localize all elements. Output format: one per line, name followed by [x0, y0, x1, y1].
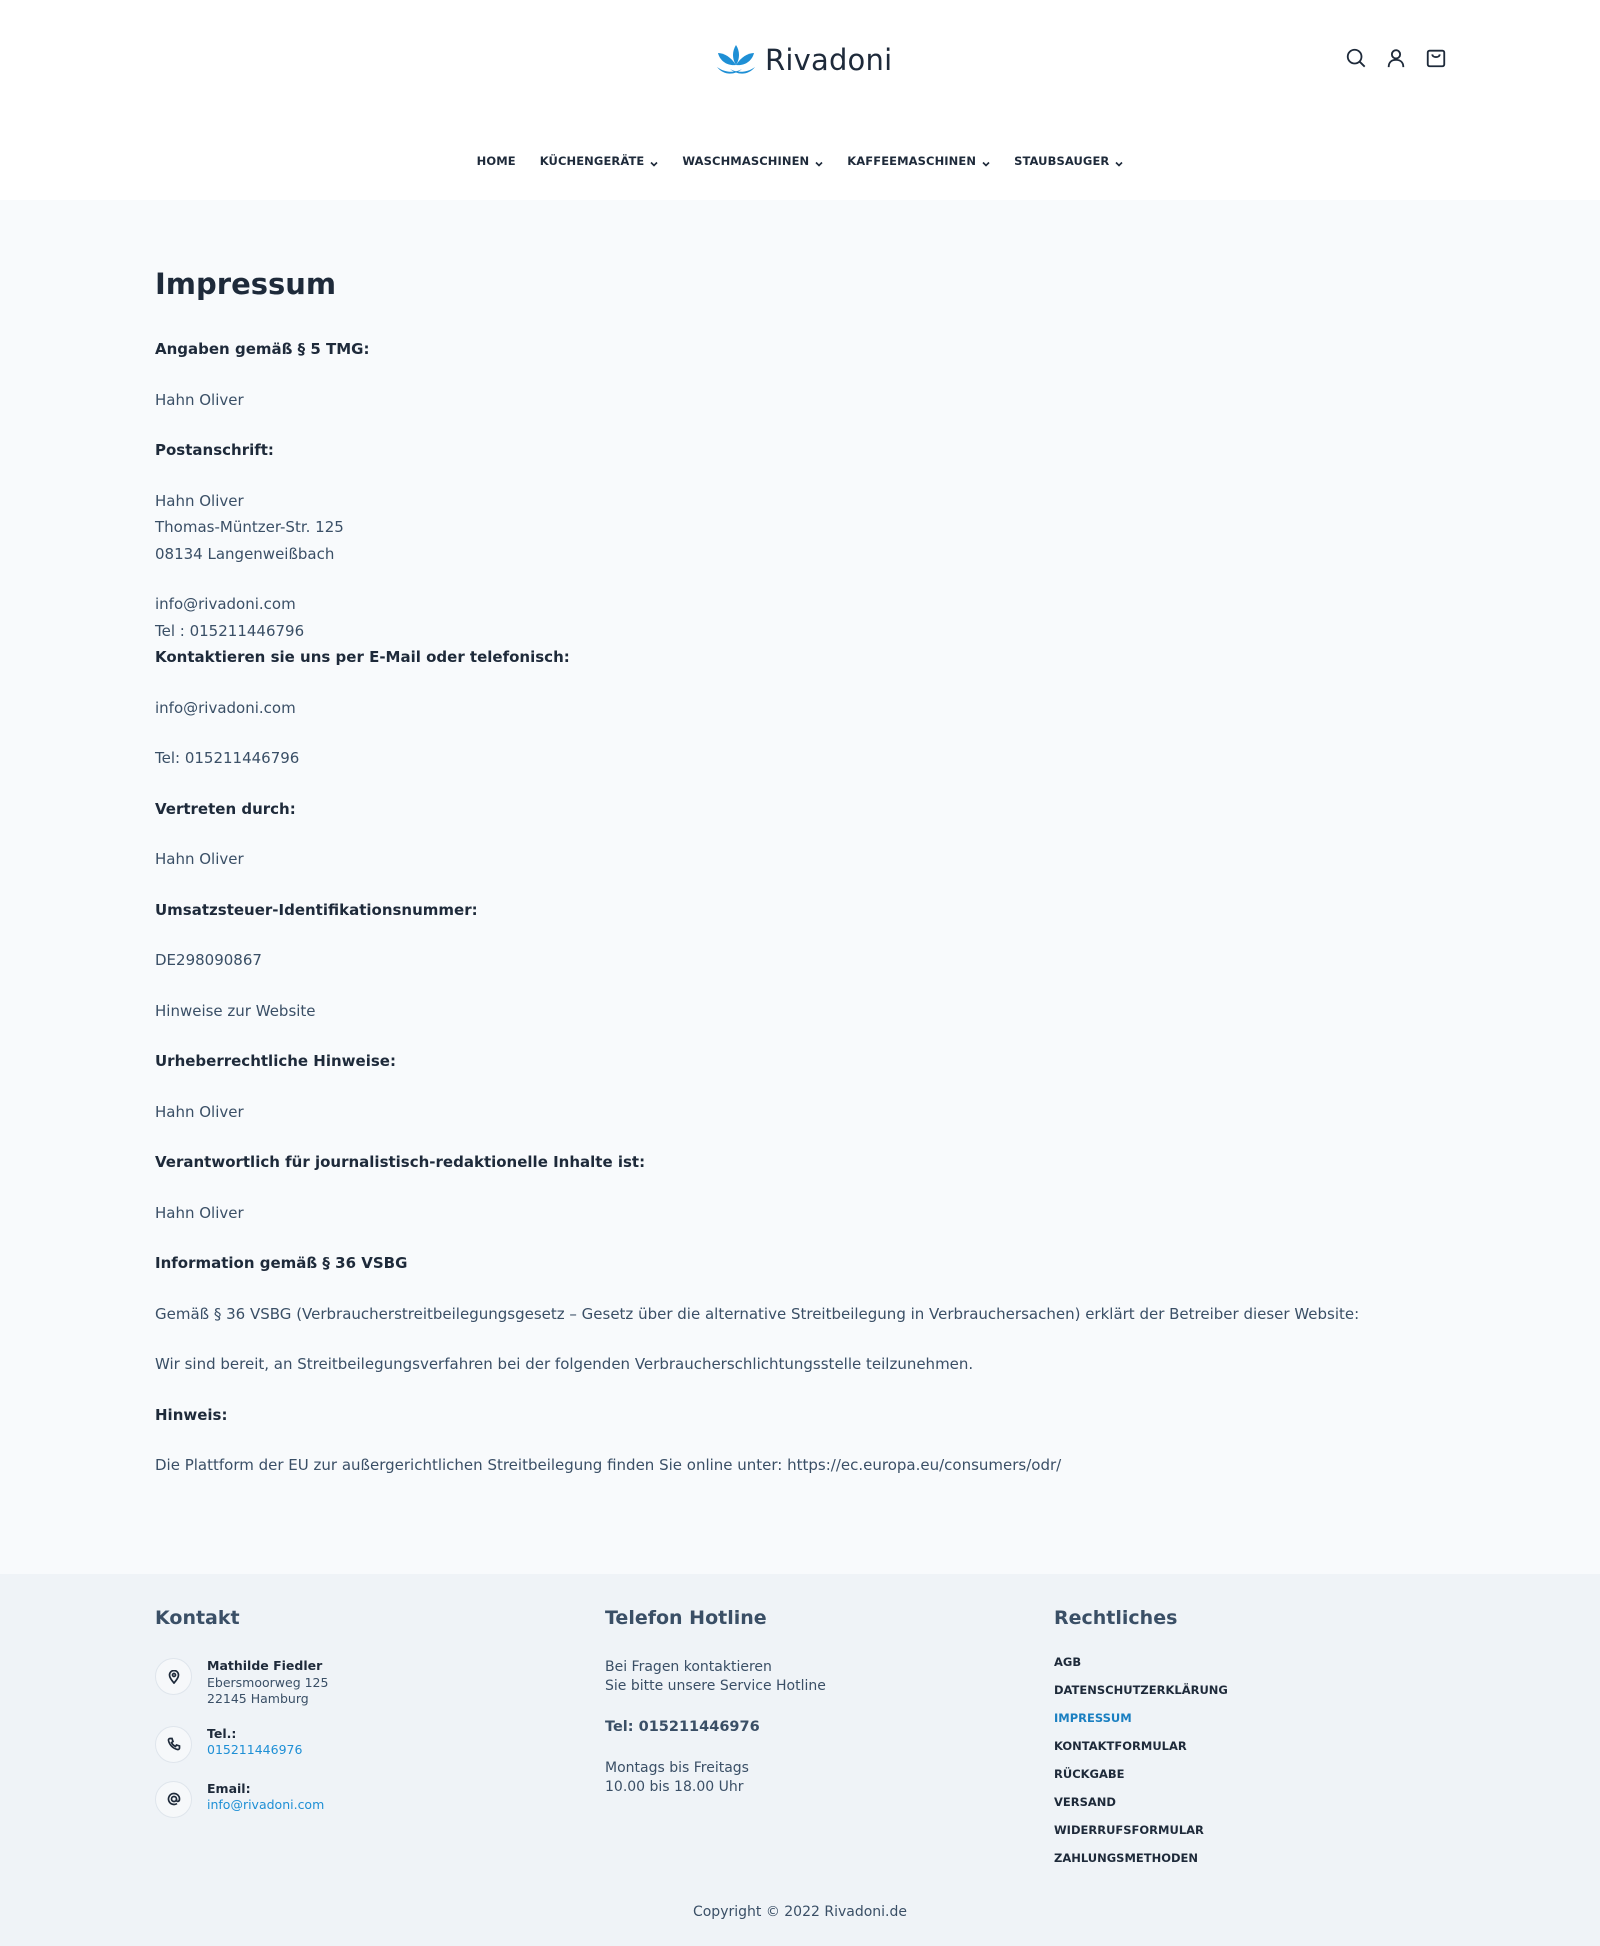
hotline-hours: 10.00 bis 18.00 Uhr [605, 1779, 744, 1795]
hotline-line1: Bei Fragen kontaktieren [605, 1659, 772, 1675]
impressum-article [155, 264, 1455, 1479]
site-header [0, 0, 1600, 200]
main-content [0, 200, 1600, 1574]
kontakt-heading: Kontaktieren sie uns per E-Mail oder telefonisch: [155, 648, 570, 666]
nav-item-waschmaschinen[interactable]: WASCHMASCHINEN [670, 148, 835, 174]
vsbg-text: Gemäß § 36 VSBG (Verbraucherstreitbeilegungsgesetz – Gesetz über die alternative Streitbeilegung in Verbrauchersachen) erklärt der Betreiber dieser Website: [155, 1304, 1360, 1323]
page-title: Impressum [155, 267, 337, 301]
user-icon[interactable] [1384, 46, 1408, 70]
phone-icon [155, 1726, 192, 1763]
copyright: Copyright © 2022 Rivadoni.de [692, 1904, 908, 1920]
footer-hotline-title: Telefon Hotline [605, 1607, 767, 1629]
tmg-name: Hahn Oliver [155, 390, 244, 409]
legal-link-agb[interactable]: AGB [1054, 1655, 1082, 1669]
hinweise-website: Hinweise zur Website [155, 1001, 316, 1020]
footer-hotline [605, 1604, 1005, 1797]
post-street: Thomas-Müntzer-Str. 125 [155, 518, 344, 536]
chevron-down-icon [650, 157, 658, 165]
kontakt-tel: Tel: 015211446796 [155, 749, 300, 767]
tel-link[interactable]: 015211446976 [207, 1742, 303, 1757]
verantwortlich-heading: Verantwortlich für journalistisch-redaktionelle Inhalte ist: [155, 1153, 646, 1171]
address-city: 22145 Hamburg [207, 1691, 309, 1706]
email-label: Email: [207, 1780, 251, 1796]
address-row [155, 1658, 555, 1708]
vertreten-heading: Vertreten durch: [155, 799, 296, 818]
nav-item-staubsauger[interactable]: STAUBSAUGER [1002, 148, 1135, 174]
lotus-logo-icon [715, 43, 757, 77]
legal-link-rueckgabe[interactable]: RÜCKGABE [1054, 1767, 1125, 1781]
vsbg-heading: Information gemäß § 36 VSBG [155, 1254, 408, 1272]
nav-item-kuechengeraete[interactable]: KÜCHENGERÄTE [528, 148, 671, 174]
footer-kontakt-title: Kontakt [155, 1607, 240, 1629]
legal-link-impressum[interactable]: IMPRESSUM [1054, 1711, 1132, 1725]
logo-text: Rivadoni [765, 43, 893, 77]
tmg-heading: Angaben gemäß § 5 TMG: [155, 340, 370, 358]
footer-kontakt [155, 1604, 555, 1836]
post-email: info@rivadoni.com [155, 595, 296, 613]
hotline-tel: Tel: 015211446976 [605, 1719, 760, 1735]
postanschrift-heading: Postanschrift: [155, 441, 274, 459]
footer-legal-title: Rechtliches [1054, 1607, 1178, 1629]
address-name: Mathilde Fiedler [207, 1658, 323, 1673]
map-pin-icon [155, 1658, 192, 1695]
chevron-down-icon [1115, 157, 1123, 165]
vsbg-text2: Wir sind bereit, an Streitbeilegungsverfahren bei der folgenden Verbraucherschlichtungsstelle teilzunehmen. [155, 1355, 974, 1373]
hotline-line2: Sie bitte unsere Service Hotline [605, 1678, 826, 1694]
legal-link-versand[interactable]: VERSAND [1054, 1795, 1116, 1809]
main-nav [0, 148, 1600, 174]
site-logo[interactable] [715, 40, 892, 80]
legal-link-zahlungsmethoden[interactable]: ZAHLUNGSMETHODEN [1054, 1851, 1199, 1865]
tel-label: Tel.: [207, 1725, 237, 1741]
chevron-down-icon [982, 157, 990, 165]
verantwortlich-name: Hahn Oliver [155, 1203, 244, 1222]
post-tel: Tel : 015211446796 [155, 621, 305, 640]
nav-item-home[interactable]: HOME [476, 154, 516, 168]
hinweis-heading: Hinweis: [155, 1405, 228, 1424]
header-actions [1344, 46, 1448, 70]
hotline-days: Montags bis Freitags [605, 1760, 749, 1776]
ust-value: DE298090867 [155, 951, 262, 969]
vertreten-name: Hahn Oliver [155, 850, 244, 868]
post-name: Hahn Oliver [155, 491, 244, 510]
at-sign-icon [155, 1781, 192, 1818]
legal-link-widerrufsformular[interactable]: WIDERRUFSFORMULAR [1054, 1823, 1204, 1837]
email-link[interactable]: info@rivadoni.com [207, 1797, 325, 1812]
address-street: Ebersmoorweg 125 [207, 1674, 329, 1690]
urheber-name: Hahn Oliver [155, 1102, 244, 1121]
urheber-heading: Urheberrechtliche Hinweise: [155, 1052, 396, 1070]
kontakt-email: info@rivadoni.com [155, 698, 296, 717]
hinweis-text: Die Plattform der EU zur außergerichtlichen Streitbeilegung finden Sie online unter: https://ec.europa.eu/consumers/odr/ [155, 1456, 1062, 1474]
legal-link-kontaktformular[interactable]: KONTAKTFORMULAR [1054, 1739, 1187, 1753]
post-city: 08134 Langenweißbach [155, 544, 335, 563]
site-footer [0, 1574, 1600, 1946]
nav-item-kaffeemaschinen[interactable]: KAFFEEMASCHINEN [835, 148, 1002, 174]
search-icon[interactable] [1344, 46, 1368, 70]
ust-heading: Umsatzsteuer-Identifikationsnummer: [155, 900, 478, 919]
chevron-down-icon [815, 157, 823, 165]
footer-legal [1054, 1604, 1354, 1872]
cart-icon[interactable] [1424, 46, 1448, 70]
email-row [155, 1781, 555, 1818]
tel-row [155, 1726, 555, 1763]
legal-link-datenschutz[interactable]: DATENSCHUTZERKLÄRUNG [1054, 1683, 1228, 1697]
